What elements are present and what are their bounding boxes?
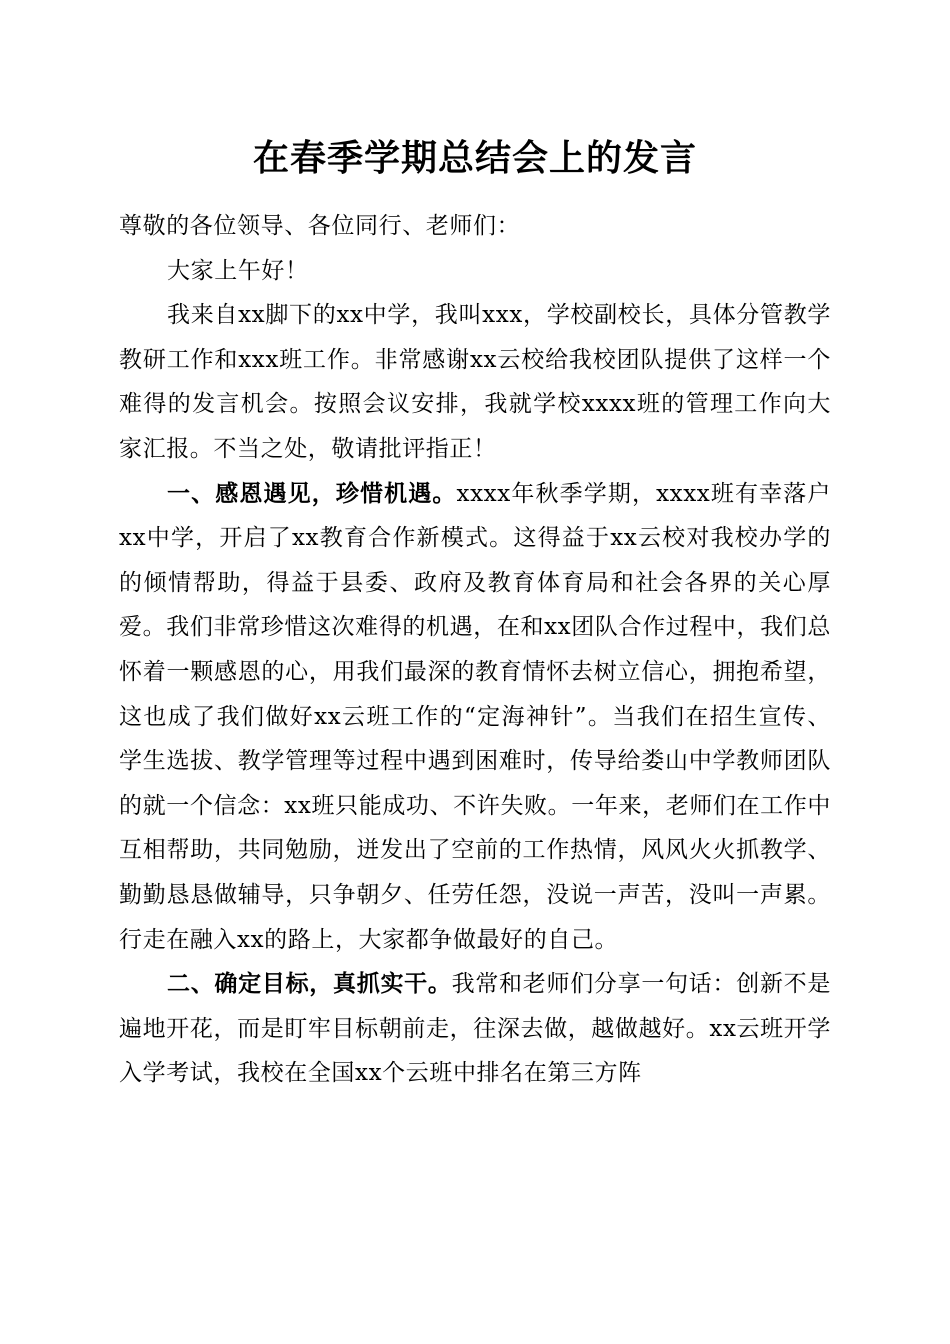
section-2-text: 我常和老师们分享一句话：创新不是遍地开花，而是盯牢目标朝前走，往深去做，越做越好。xx云班开学入学考试，我校在全国xx个云班中排名在第三方阵	[119, 971, 831, 1087]
section-2-paragraph	[119, 962, 831, 1096]
greeting: 大家上午好！	[167, 257, 309, 284]
section-1-heading: 一、感恩遇见，珍惜机遇。	[167, 480, 457, 507]
section-1-paragraph	[119, 472, 831, 963]
document-body	[119, 204, 831, 1096]
section-2-heading: 二、确定目标，真抓实干。	[167, 971, 452, 998]
document-title: 在春季学期总结会上的发言	[252, 137, 697, 179]
intro-paragraph: 我来自xx脚下的xx中学，我叫xxx，学校副校长，具体分管教学教研工作和xxx班工作。非常感谢xx云校给我校团队提供了这样一个难得的发言机会。按照会议安排，我就学校xxxx班的管理工作向大家汇报。不当之处，敬请批评指正！	[119, 302, 831, 462]
salutation: 尊敬的各位领导、各位同行、老师们：	[119, 213, 521, 239]
section-1-text: xxxx年秋季学期，xxxx班有幸落户xx中学，开启了xx教育合作新模式。这得益于xx云校对我校办学的的倾情帮助，得益于县委、政府及教育体育局和社会各界的关心厚爱。我们非常珍惜这次难得的机遇，在和xx团队合作过程中，我们总怀着一颗感恩的心，用我们最深的教育情怀去树立信心，拥抱希望，这也成了我们做好xx云班工作的“定海神针”。当我们在招生宣传、学生选拔、教学管理等过程中遇到困难时，传导给娄山中学教师团队的就一个信念：xx班只能成功、不许失败。一年来，老师们在工作中互相帮助，共同勉励，迸发出了空前的工作热情，风风火火抓教学、勤勤恳恳做辅导，只争朝夕、任劳任怨，没说一声苦，没叫一声累。行走在融入xx的路上，大家都争做最好的自己。	[119, 480, 831, 953]
